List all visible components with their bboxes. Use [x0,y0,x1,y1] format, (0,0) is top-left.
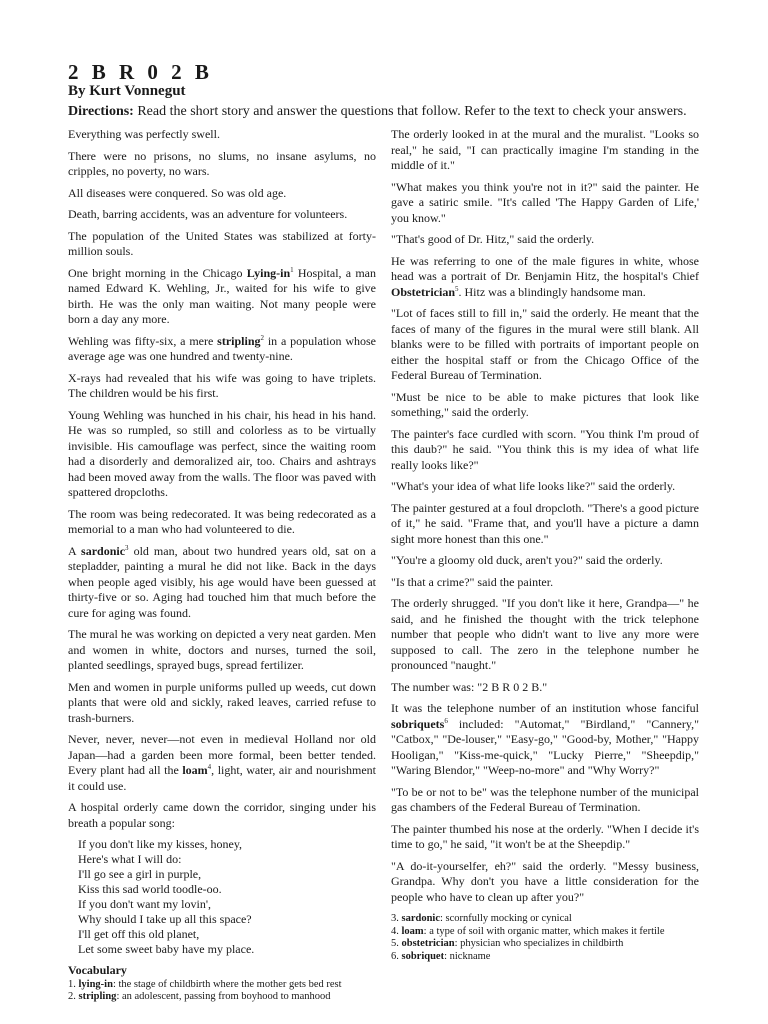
vocab-term: loam [182,763,208,777]
lyric-line: Here's what I will do: [78,852,182,866]
lyric-line: I'll get off this old planet, [78,927,200,941]
story-paragraph: "Lot of faces still to fill in," said the orderly. He meant that the faces of many of the figures in the mural were still blank. All blanks were to be filled with portraits of important people on either the hospital staff or from the Chicago Office of the Federal Bureau of Termination. [391,306,699,382]
lyric-line: Let some sweet baby have my place. [78,942,255,956]
vocabulary-term: lying-in [78,978,113,990]
vocabulary-term: obstetrician [401,938,455,949]
story-paragraph: "You're a gloomy old duck, aren't you?" said the orderly. [391,553,663,567]
story-paragraph: Never, never, never—not even in medieval Holland nor old Japan—had a garden been more formal, been better tended. Every plant had all the loam$^4$, light, water, air and nourishment it could use. [68,732,376,793]
vocabulary-heading: Vocabulary [68,963,127,977]
vocabulary-entry: 6. sobriquet: nickname [391,950,491,962]
vocabulary-entry: 2. stripling: an adolescent, passing from boyhood to manhood [68,991,331,1002]
vocab-term: sobriquets [391,716,445,731]
story-paragraph: Wehling was fifty-six, a mere stripling$^2$ in a population whose average age was one hundred and twenty-nine. [68,333,376,363]
vocabulary-list-left [68,979,376,1004]
story-paragraph: A sardonic$^3$ old man, about two hundred years old, sat on a stepladder, painting a mural he did not like. Back in the days when people aged visibly, his age would have been guessed at thirty-five or so. Aging had touched him that much before the cure for aging was found. [68,543,376,620]
directions-label: Directions: [68,104,134,119]
story-paragraph: "Is that a crime?" said the painter. [391,574,554,589]
story-paragraph: The orderly shrugged. "If you don't like it here, Grandpa—" he said, and he finished the thought with the trick telephone number that people who didn't want to live any more were supposed to call. The zero in the telephone number he pronounced "naught." [391,596,699,672]
story-paragraph: Death, barring accidents, was an adventure for volunteers. [68,207,348,221]
right-column [391,127,699,963]
left-paragraphs [68,127,376,831]
footnote-marker: 2 [260,333,265,342]
story-paragraph: "What's your idea of what life looks like?" said the orderly. [391,479,676,493]
vocabulary-term: sardonic [401,913,441,924]
lyric-line: If you don't want my lovin', [78,897,211,911]
story-paragraph: "To be or not to be" was the telephone number of the municipal gas chambers of the Federal Bureau of Termination. [391,784,699,814]
story-title: 2 B R 0 2 B [68,60,213,84]
vocabulary-term: sobriquet [401,950,445,962]
story-paragraph: Men and women in purple uniforms pulled up weeds, cut down plants that were old and sickly, raked leaves, carried refuse to trash-burners. [68,679,376,725]
footnote-marker: 5 [455,284,459,293]
story-paragraph: Young Wehling was hunched in his chair, his head in his hand. He was so rumpled, so still and colorless as to be virtually invisible. His camouflage was perfect, since the waiting room had a disorderly and demoralized air, too. Chairs and ashtrays had been moved away from the walls. The floor was paved with spattered dropcloths. [68,407,376,499]
story-paragraph: "What makes you think you're not in it?" said the painter. He gave a satiric smile. "It's called 'The Happy Garden of Life,' you know." [391,179,699,225]
lyric-line: Why should I take up all this space? [78,912,252,926]
vocabulary-term: stripling [78,991,117,1002]
vocabulary-entry: 5. obstetrician: physician who specializes in childbirth [391,938,624,949]
story-paragraph: "Must be nice to be able to make pictures that look like something," said the orderly. [391,389,699,419]
vocab-term: Lying-in [246,265,291,280]
vocabulary-entry: 4. loam: a type of soil with organic matter, which makes it fertile [391,925,665,937]
story-paragraph: The painter gestured at a foul dropcloth. "There's a good picture of it," he said. "Frame that, and you'll have a picture a damn sight more honest than this one." [391,500,699,546]
story-paragraph: Everything was perfectly swell. [68,127,220,141]
footnote-marker: 4 [207,763,212,771]
story-paragraph: A hospital orderly came down the corridor, singing under his breath a popular song: [68,800,376,830]
story-paragraph: The painter thumbed his nose at the orderly. "When I decide it's time to go," he said, "it won't be at the Sheepdip." [391,821,699,851]
lyric-line: If you don't like my kisses, honey, [78,837,243,851]
directions [68,104,687,120]
directions-text: Read the short story and answer the questions that follow. Refer to the text to check your answers. [133,104,687,119]
story-paragraph: The number was: "2 B R 0 2 B." [391,679,548,694]
story-paragraph: The mural he was working on depicted a very neat garden. Men and women in white, doctors and nurses, turned the soil, planted seedlings, sprayed bugs, spread fertilizer. [68,627,376,672]
vocabulary-entry: 3. sardonic: scornfully mocking or cynical [391,913,572,924]
story-paragraph: One bright morning in the Chicago Lying-$in^1$ Hospital, a man named Edward K. Wehling, Jr., waited for his wife to give birth. He was the only man waiting. Not many people were born a day any more. [68,265,376,326]
vocabulary-list-right [391,913,699,963]
lyric-line: I'll go see a girl in purple, [78,867,202,881]
vocab-term: stripling [217,333,261,348]
story-paragraph: "A do-it-yourselfer, eh?" said the orderly. "Messy business, Grandpa. Why don't you have a little consideration for the people who have to clean up after you?" [391,858,699,904]
footnote-marker: 1 [290,265,294,274]
vocab-term: sardonic [81,543,126,558]
story-paragraph: The orderly looked in at the mural and the muralist. "Looks so real," he said, "I can practically imagine I'm standing in the middle of it." [391,127,699,172]
story-paragraph: He was referring to one of the male figures in white, whose head was a portrait of Dr. Benjamin Hitz, the hospital's Chief Obstetrician$^5$. Hitz was a blindingly handsome man. [391,253,699,299]
footnote-marker: 3 [125,543,129,552]
story-paragraph: All diseases were conquered. So was old age. [68,185,287,200]
story-paragraph: The population of the United States was stabilized at forty-million souls. [68,228,376,258]
footnote-marker: 6 [444,716,448,725]
story-author: By Kurt Vonnegut [68,83,186,99]
song-lyrics [78,837,376,957]
vocab-term: Obstetrician [391,284,455,299]
story-paragraph: The painter's face curdled with scorn. "You think I'm proud of this daub?" he said. "You think this is my idea of what life really looks like?" [391,426,699,472]
right-paragraphs [391,127,699,905]
story-paragraph: "That's good of Dr. Hitz," said the orderly. [391,232,595,246]
story-paragraph: The room was being redecorated. It was being redecorated as a memorial to a man who had volunteered to die. [68,506,376,536]
story-paragraph: It was the telephone number of an institution whose fanciful sobriquets$^6$ included: "Automat," "Birdland," "Cannery," "Catbox," "De-louser," "Easy-go," "Good-by, Mother," "Happy Hooligan," "Kiss-me-quick," "Lucky Pierre," "Sheepdip," "Waring Blendor," "Weep-no-more" and "Why Worry?" [391,701,699,777]
story-paragraph: There were no prisons, no slums, no insane asylums, no cripples, no poverty, no wars. [68,148,376,178]
story-paragraph: X-rays had revealed that his wife was going to have triplets. The children would be his first. [68,370,376,400]
left-column [68,127,376,1004]
lyric-line: Kiss this sad world toodle-oo. [78,882,222,896]
vocabulary-term: loam [401,925,424,937]
vocabulary-entry: 1. lying-in: the stage of childbirth where the mother gets bed rest [68,978,342,990]
